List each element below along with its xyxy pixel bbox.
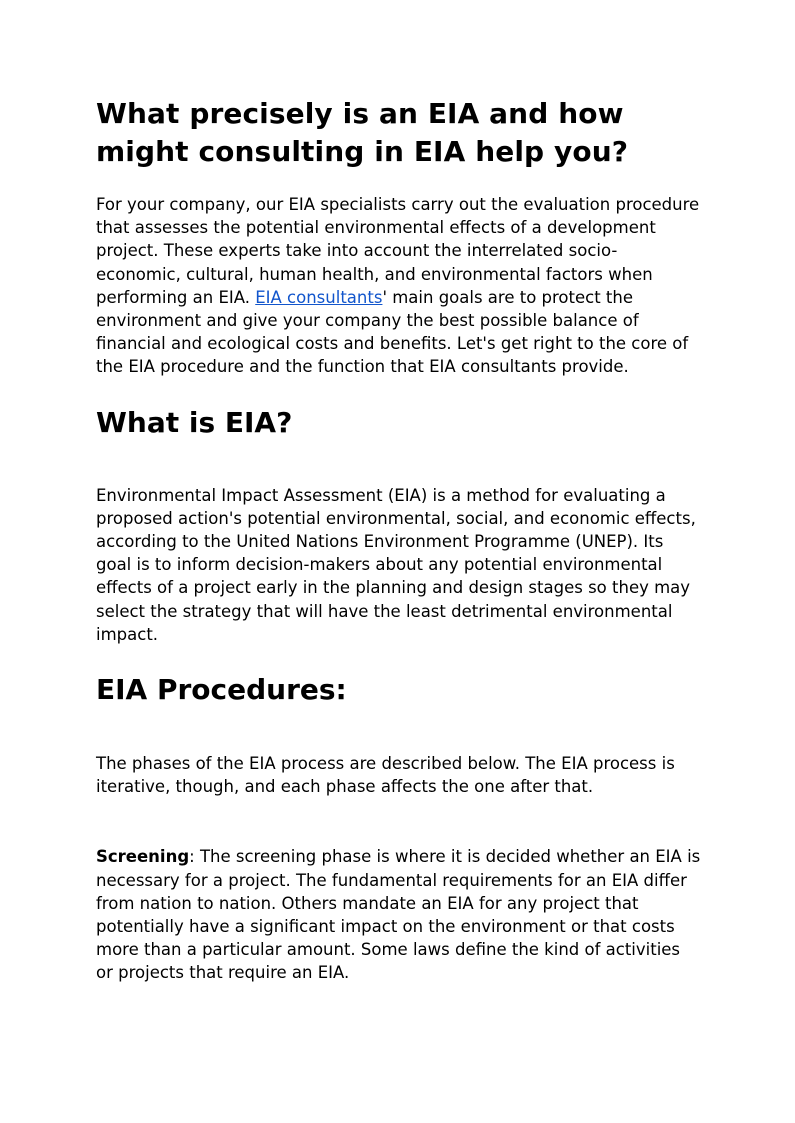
section-heading-what-is-eia: What is EIA? (96, 405, 293, 439)
procedures-intro-paragraph: The phases of the EIA process are described below. The EIA process is iterative, though, and each phase affects the one after that. (96, 754, 675, 797)
intro-paragraph (96, 193, 702, 379)
screening-paragraph (96, 845, 702, 984)
document-page (96, 95, 702, 985)
intro-text-before-link: For your company, our EIA specialists carry out the evaluation procedure that assesses the potential environmental effects of a development project. These experts take into account the interrelated socio-economic, cultural, human health, and environmental factors when performing an EIA. (96, 195, 700, 307)
intro-text-after-link: ' main goals are to protect the environment and give your company the best possible balance of financial and ecological costs and benefits. Let's get right to the core of the EIA procedure and the function that EIA consultants provide. (96, 287, 689, 377)
screening-text: : The screening phase is where it is decided whether an EIA is necessary for a project. The fundamental requirements for an EIA differ from nation to nation. Others mandate an EIA for any project that potentially have a significant impact on the environment or that costs more than a particular amount. Some laws define the kind of activities or projects that require an EIA. (96, 847, 701, 983)
what-is-eia-paragraph: Environmental Impact Assessment (EIA) is a method for evaluating a proposed action's potential environmental, social, and economic effects, according to the United Nations Environment Programme (UNEP). Its goal is to inform decision-makers about any potential environmental effects of a project early in the planning and design stages so they may select the strategy that will have the least detrimental environmental impact. (96, 485, 696, 644)
eia-consultants-link[interactable]: EIA consultants (255, 287, 383, 307)
screening-label: Screening (96, 847, 190, 867)
article-title: What precisely is an EIA and how might consulting in EIA help you? (96, 97, 629, 168)
section-heading-eia-procedures: EIA Procedures: (96, 673, 347, 707)
